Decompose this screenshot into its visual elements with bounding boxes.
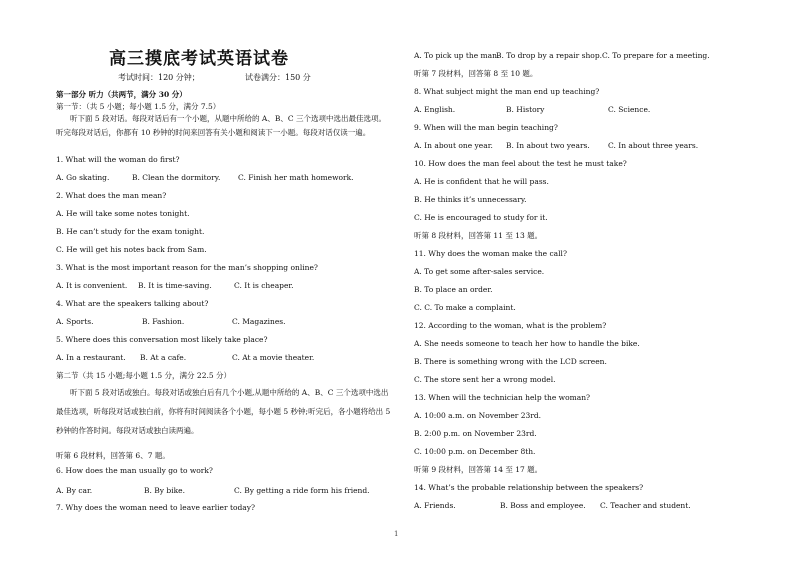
- question-2: 2. What does the man mean?: [56, 191, 167, 200]
- question-10: 10. How does the man feel about the test he must take?: [414, 159, 627, 168]
- option-a: A. In a restaurant.: [56, 353, 126, 362]
- option-a: A. In about one year.: [414, 141, 493, 150]
- question-2-option-c: C. He will get his notes back from Sam.: [56, 245, 207, 254]
- option-c: C. At a movie theater.: [232, 353, 315, 362]
- question-6: 6. How does the man usually go to work?: [56, 466, 213, 475]
- option-c: C. Finish her math homework.: [238, 173, 354, 182]
- option-b: B. To drop by a repair shop.: [496, 51, 603, 60]
- option-b: B. History: [506, 105, 545, 114]
- option-c: C. It is cheaper.: [234, 281, 294, 290]
- option-a: A. To pick up the man.: [414, 51, 500, 60]
- option-a: A. By car.: [56, 486, 93, 495]
- question-10-option-c: C. He is encouraged to study for it.: [414, 213, 548, 222]
- option-c: C. Teacher and student.: [600, 501, 691, 510]
- question-5: 5. Where does this conversation most likely take place?: [56, 335, 268, 344]
- question-14: 14. What’s the probable relationship between the speakers?: [414, 483, 644, 492]
- question-2-option-a: A. He will take some notes tonight.: [56, 209, 190, 218]
- option-c: C. By getting a ride form his friend.: [234, 486, 370, 495]
- option-a: A. Sports.: [56, 317, 94, 326]
- option-b: B. In about two years.: [506, 141, 590, 150]
- option-c: C. Science.: [608, 105, 651, 114]
- question-13: 13. When will the technician help the woman?: [414, 393, 591, 402]
- question-13-option-a: A. 10:00 a.m. on November 23rd.: [414, 411, 542, 420]
- option-b: B. Fashion.: [142, 317, 185, 326]
- exam-score: 试卷满分：150 分: [245, 73, 311, 82]
- question-8: 8. What subject might the man end up teaching?: [414, 87, 600, 96]
- part2-header: 第二节（共 15 小题;每小题 1.5 分，满分 22.5 分）: [56, 371, 232, 380]
- question-11-option-a: A. To get some after-sales service.: [414, 267, 545, 276]
- part2-instructions: 听下面 5 段对话或独白。每段对话或独白后有几个小题,从题中所给的 A、B、C 三个选项中选出最佳选项，听每段对话或独白前，你将有时间阅读各个小题，每小题 5 秒钟;听完后，各小题将给出 5 秒钟的作答时间。每段对话或独白读两遍。: [56, 388, 391, 435]
- question-10-option-b: B. He thinks it’s unnecessary.: [414, 195, 527, 204]
- exam-time: 考试时间：120 分钟；: [118, 73, 200, 82]
- question-9: 9. When will the man begin teaching?: [414, 123, 558, 132]
- option-b: B. Clean the dormitory.: [132, 173, 221, 182]
- material-8: 听第 8 段材料，回答第 11 至 13 题。: [414, 231, 543, 240]
- question-11: 11. Why does the woman make the call?: [414, 249, 567, 258]
- option-c: C. Magazines.: [232, 317, 286, 326]
- section-header: 第一部分 听力（共两节，满分 30 分）: [56, 90, 187, 99]
- part1-instructions: 听下面 5 段对话。每段对话后有一个小题，从题中所给的 A、B、C 三个选项中选出最佳选项。听完每段对话后，你都有 10 秒钟的时间来回答有关小题和阅读下一小题。每段对话仅读一遍。: [56, 114, 386, 137]
- option-c: C. In about three years.: [608, 141, 699, 150]
- option-b: B. By bike.: [144, 486, 185, 495]
- option-a: A. Go skating.: [56, 173, 110, 182]
- question-7: 7. Why does the woman need to leave earlier today?: [56, 503, 256, 512]
- question-10-option-a: A. He is confident that he will pass.: [414, 177, 549, 186]
- question-12: 12. According to the woman, what is the problem?: [414, 321, 607, 330]
- question-4: 4. What are the speakers talking about?: [56, 299, 209, 308]
- question-11-option-b: B. To place an order.: [414, 285, 493, 294]
- question-3: 3. What is the most important reason for the man’s shopping online?: [56, 263, 318, 272]
- material-9: 听第 9 段材料，回答第 14 至 17 题。: [414, 465, 543, 474]
- exam-title: 高三摸底考试英语试卷: [109, 49, 289, 69]
- question-13-option-b: B. 2:00 p.m. on November 23rd.: [414, 429, 537, 438]
- option-c: C. To prepare for a meeting.: [602, 51, 710, 60]
- part1-header: 第一节：（共 5 小题；每小题 1.5 分，满分 7.5）: [56, 102, 221, 111]
- question-12-option-c: C. The store sent her a wrong model.: [414, 375, 556, 384]
- question-12-option-b: B. There is something wrong with the LCD screen.: [414, 357, 607, 366]
- question-1: 1. What will the woman do first?: [56, 155, 180, 164]
- material-7: 听第 7 段材料，回答第 8 至 10 题。: [414, 69, 538, 78]
- option-b: B. At a cafe.: [140, 353, 187, 362]
- material-6: 听第 6 段材料，回答第 6、7 题。: [56, 451, 170, 460]
- page-number: 1: [394, 530, 399, 538]
- option-a: A. English.: [414, 105, 456, 114]
- option-b: B. Boss and employee.: [500, 501, 586, 510]
- option-a: A. It is convenient.: [56, 281, 128, 290]
- question-12-option-a: A. She needs someone to teach her how to handle the bike.: [414, 339, 640, 348]
- option-a: A. Friends.: [414, 501, 456, 510]
- question-2-option-b: B. He can’t study for the exam tonight.: [56, 227, 205, 236]
- question-13-option-c: C. 10:00 p.m. on December 8th.: [414, 447, 536, 456]
- option-b: B. It is time-saving.: [138, 281, 212, 290]
- question-11-option-c: C. C. To make a complaint.: [414, 303, 516, 312]
